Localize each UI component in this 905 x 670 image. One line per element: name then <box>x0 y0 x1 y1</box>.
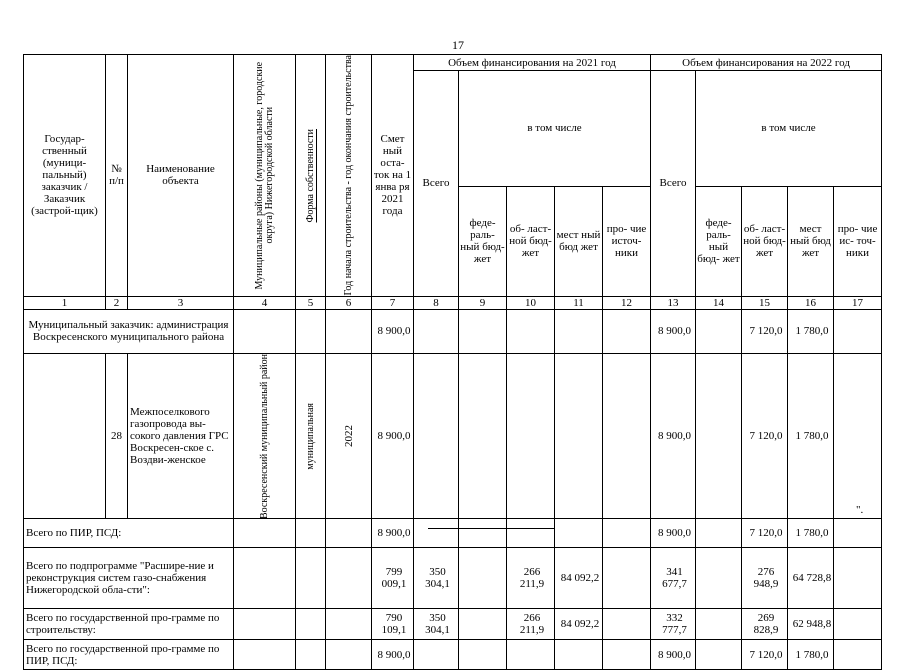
table-row <box>24 519 882 548</box>
object-year <box>326 353 372 519</box>
cell-c15: 276 948,9 <box>742 548 788 609</box>
col-num: 11 <box>555 296 603 309</box>
col-num: 2 <box>106 296 128 309</box>
table-row <box>24 640 882 670</box>
header-ownership-text: Форма собственности <box>304 128 316 222</box>
object-year-text: 2022 <box>342 424 355 447</box>
col-num: 13 <box>651 296 696 309</box>
cell-c7: 8 900,0 <box>372 640 414 670</box>
cell-c15: 7 120,0 <box>742 519 788 548</box>
cell-c10: 266 211,9 <box>507 609 555 640</box>
header-customer: Государ-ственный (муници-пальный) заказчик / Заказчик (застрой-щик) <box>24 55 106 297</box>
header-federal-2022: феде- раль- ный бюд- жет <box>696 186 742 296</box>
municipal-customer-label: Муниципальный заказчик: администрация Воскресенского муниципального района <box>24 309 234 353</box>
state-construction-label: Всего по государственной про-грамме по строительству: <box>24 609 234 640</box>
col-num: 16 <box>788 296 834 309</box>
header-total-2021: Всего <box>414 71 459 297</box>
header-fin-2021: Объем финансирования на 2021 год <box>414 55 651 71</box>
header-regional-2021: об- ласт- ной бюд- жет <box>507 186 555 296</box>
cell-c8: 350 304,1 <box>414 609 459 640</box>
cell-c11: 84 092,2 <box>555 548 603 609</box>
table-row <box>24 353 882 519</box>
col-num: 3 <box>128 296 234 309</box>
col-num: 6 <box>326 296 372 309</box>
header-ownership <box>296 55 326 297</box>
cell-c10: 266 211,9 <box>507 548 555 609</box>
cell-c7: 8 900,0 <box>372 309 414 353</box>
column-number-row <box>24 296 882 309</box>
col-num: 9 <box>459 296 507 309</box>
cell-c13: 8 900,0 <box>651 309 696 353</box>
cell-c7: 790 109,1 <box>372 609 414 640</box>
header-estimate: Смет ный оста- ток на 1 янва ря 2021 года <box>372 55 414 297</box>
table-row <box>24 309 882 353</box>
col-num: 10 <box>507 296 555 309</box>
cell-c13: 8 900,0 <box>651 640 696 670</box>
col-num: 7 <box>372 296 414 309</box>
cell-c16: 64 728,8 <box>788 548 834 609</box>
col-num: 8 <box>414 296 459 309</box>
cell-c16: 1 780,0 <box>788 353 834 519</box>
header-local-2022: мест ный бюд жет <box>788 186 834 296</box>
cell-c7: 799 009,1 <box>372 548 414 609</box>
cell-c13: 332 777,7 <box>651 609 696 640</box>
col-num: 4 <box>234 296 296 309</box>
header-districts-text: Муниципальные районы (муниципальные, городские округа) Нижегородской области <box>253 61 275 290</box>
cell-c15: 269 828,9 <box>742 609 788 640</box>
header-object-name: Наименование объекта <box>128 55 234 297</box>
table-row <box>24 548 882 609</box>
col-num: 14 <box>696 296 742 309</box>
header-incl-2021: в том числе <box>459 71 651 187</box>
header-years <box>326 55 372 297</box>
header-years-text: Год начала строительства - год окончания строительства <box>342 55 354 296</box>
col-num: 15 <box>742 296 788 309</box>
object-district <box>234 353 296 519</box>
cell-c15: 7 120,0 <box>742 640 788 670</box>
object-ownership-text: муниципальная <box>304 402 316 470</box>
cell-c15: 7 120,0 <box>742 309 788 353</box>
table-row <box>24 609 882 640</box>
header-other-2022: про- чие ис- точ- ники <box>834 186 882 296</box>
pir-total-label: Всего по ПИР, ПСД: <box>24 519 234 548</box>
cell-c13: 341 677,7 <box>651 548 696 609</box>
cell-c13: 8 900,0 <box>651 519 696 548</box>
header-regional-2022: об- ласт- ной бюд- жет <box>742 186 788 296</box>
col-num: 17 <box>834 296 882 309</box>
header-local-2021: мест ный бюд жет <box>555 186 603 296</box>
header-incl-2022: в том числе <box>696 71 882 187</box>
cell-c13: 8 900,0 <box>651 353 696 519</box>
object-ownership <box>296 353 326 519</box>
state-pir-label: Всего по государственной про-грамме по ПИР, ПСД: <box>24 640 234 670</box>
col-num: 5 <box>296 296 326 309</box>
col-num: 12 <box>603 296 651 309</box>
cell-c11: 84 092,2 <box>555 609 603 640</box>
cell-c16: 62 948,8 <box>788 609 834 640</box>
object-district-text: Воскресенский муниципальный район <box>258 353 270 519</box>
cell-c7: 8 900,0 <box>372 353 414 519</box>
header-fin-2022: Объем финансирования на 2022 год <box>651 55 882 71</box>
cell-c8: 350 304,1 <box>414 548 459 609</box>
cell-c16: 1 780,0 <box>788 640 834 670</box>
header-total-2022: Всего <box>651 71 696 297</box>
col-num: 1 <box>24 296 106 309</box>
subprogram-total-label: Всего по подпрограмме "Расшире-ние и реконструкция систем газо-снабжения Нижегородской обла-сти": <box>24 548 234 609</box>
header-districts <box>234 55 296 297</box>
object-number: 28 <box>106 353 128 519</box>
cell-c16: 1 780,0 <box>788 519 834 548</box>
cell-c16: 1 780,0 <box>788 309 834 353</box>
cell-c7: 8 900,0 <box>372 519 414 548</box>
end-quote-mark: ". <box>856 504 864 516</box>
cell-c15: 7 120,0 <box>742 353 788 519</box>
header-federal-2021: феде- раль- ный бюд- жет <box>459 186 507 296</box>
page-number: 17 <box>452 38 464 52</box>
header-other-2021: про- чие источ- ники <box>603 186 651 296</box>
financing-table <box>23 54 882 670</box>
header-num: № п/п <box>106 55 128 297</box>
object-name: Межпоселкового газопровода вы-сокого давления ГРС Воскресен-ское с. Воздви-женское <box>128 353 234 519</box>
end-separator-line <box>428 528 555 529</box>
